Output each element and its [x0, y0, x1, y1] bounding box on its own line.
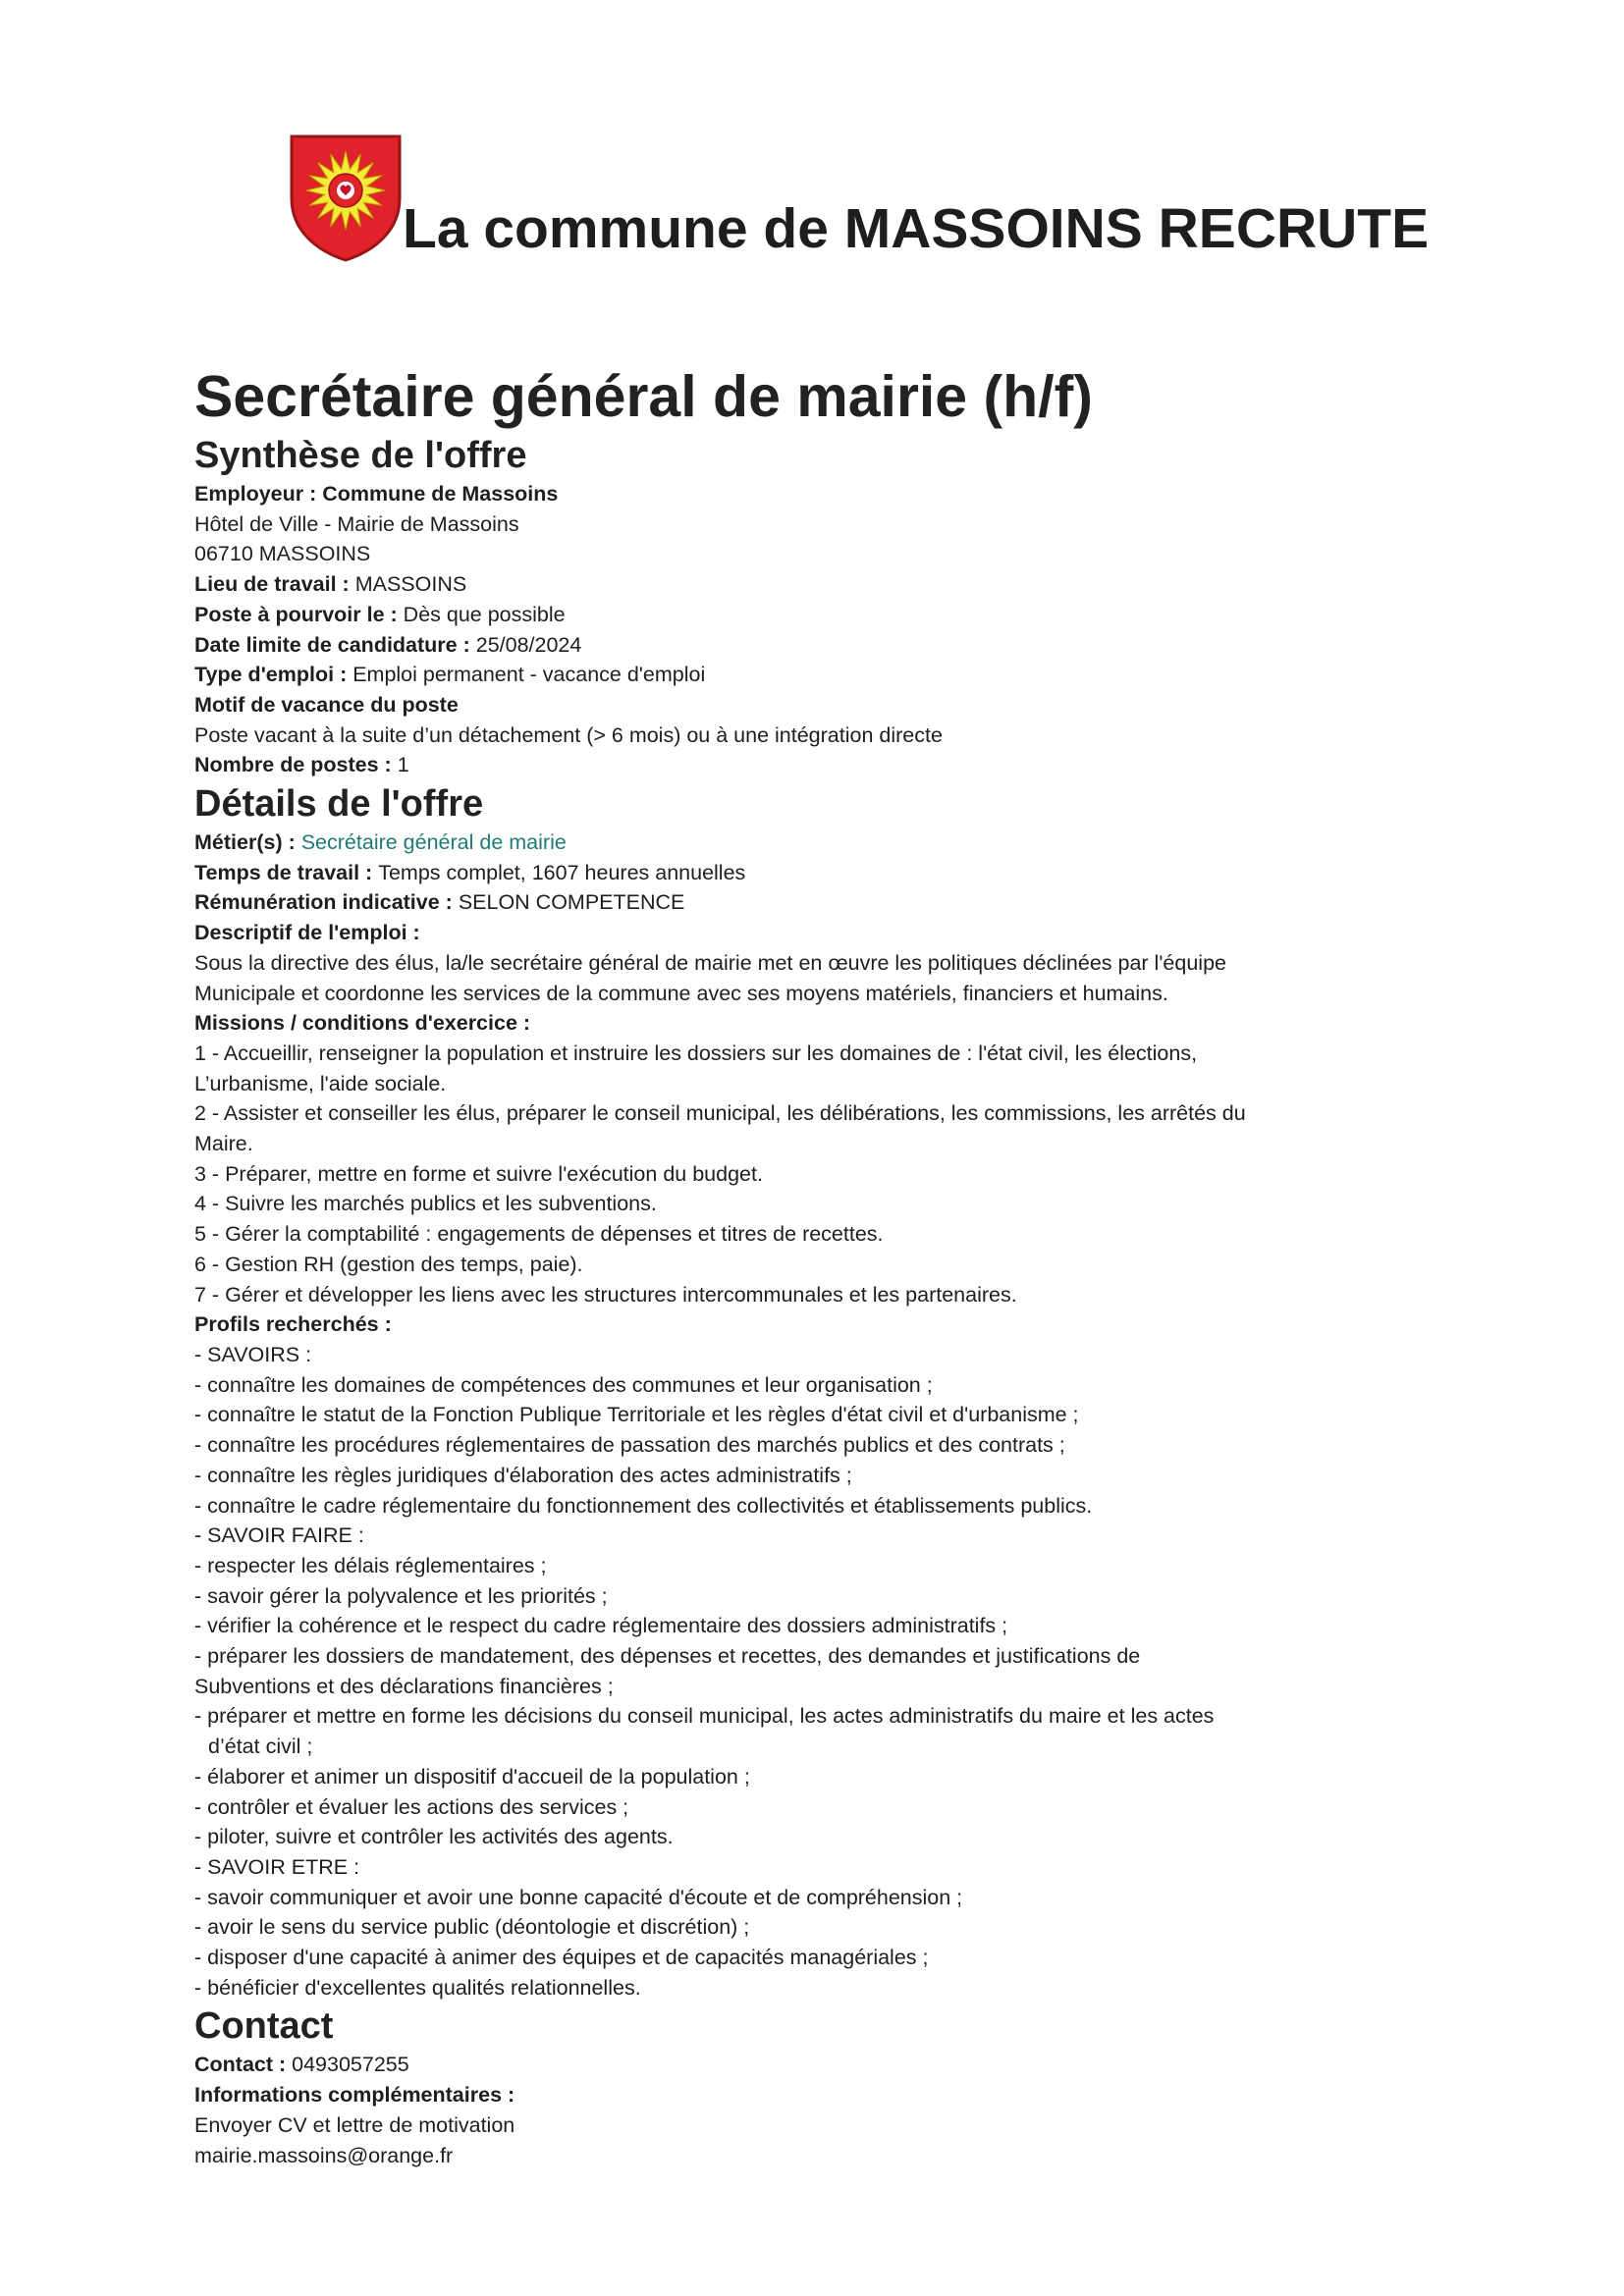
- type-label: Type d'emploi :: [194, 663, 353, 687]
- contact-row: [194, 2050, 1432, 2080]
- profil-line: - connaître les domaines de compétences des communes et leur organisation ;: [194, 1372, 933, 1397]
- metier-link[interactable]: Secrétaire général de mairie: [300, 830, 567, 855]
- mission-line: 1 - Accueillir, renseigner la population et instruire les dossiers sur les domaines de : l'état civil, les élections,: [194, 1041, 1198, 1065]
- remuneration-label: Rémunération indicative :: [194, 890, 459, 915]
- info-label: Informations complémentaires :: [194, 2083, 515, 2108]
- contact-label: Contact :: [194, 2053, 293, 2077]
- profil-line: - connaître le statut de la Fonction Publique Territoriale et les règles d'état civil et d'urbanisme ;: [194, 1403, 1079, 1427]
- details-heading: Détails de l'offre: [194, 783, 484, 826]
- profil-line: - SAVOIR FAIRE :: [194, 1523, 364, 1548]
- profil-line: - avoir le sens du service public (déontologie et discrétion) ;: [194, 1915, 750, 1940]
- missions-label: Missions / conditions d'exercice :: [194, 1011, 531, 1036]
- profil-line: - bénéficier d'excellentes qualités relationnelles.: [194, 1975, 641, 2000]
- descriptif-line: Municipale et coordonne les services de la commune avec ses moyens matériels, financiers et humains.: [194, 981, 1168, 1005]
- profil-line: - élaborer et animer un dispositif d'accueil de la population ;: [194, 1764, 750, 1789]
- profil-line: - connaître le cadre réglementaire du fonctionnement des collectivités et établissements publics.: [194, 1493, 1093, 1518]
- address-line-2: 06710 MASSOINS: [194, 542, 371, 566]
- profil-line: - connaître les règles juridiques d'élaboration des actes administratifs ;: [194, 1463, 852, 1487]
- info-line: Envoyer CV et lettre de motivation: [194, 2112, 515, 2137]
- temps-row: [194, 858, 1432, 888]
- page-title: La commune de MASSOINS RECRUTE: [403, 197, 1430, 260]
- deadline-label: Date limite de candidature :: [194, 632, 476, 657]
- mission-line: 2 - Assister et conseiller les élus, préparer le conseil municipal, les délibérations, les commissions, les arrêtés du: [194, 1101, 1246, 1126]
- mission-line: Maire.: [194, 1132, 253, 1156]
- mission-line: 7 - Gérer et développer les liens avec les structures intercommunales et les partenaires.: [194, 1282, 1017, 1307]
- contact-phone: 0493057255: [292, 2053, 409, 2077]
- profil-line: - SAVOIRS :: [194, 1342, 312, 1366]
- profil-line: - respecter les délais réglementaires ;: [194, 1553, 547, 1577]
- count-label: Nombre de postes :: [194, 753, 398, 777]
- deadline-value: 25/08/2024: [475, 632, 582, 657]
- count-value: 1: [397, 753, 409, 777]
- profil-line: - vérifier la cohérence et le respect du cadre réglementaire des dossiers administratifs ;: [194, 1614, 1008, 1638]
- synthese-heading: Synthèse de l'offre: [194, 435, 527, 476]
- motif-value: Poste vacant à la suite d’un détachement (> 6 mois) ou à une intégration directe: [194, 722, 943, 747]
- employer-line: Employeur : Commune de Massoins: [194, 482, 559, 506]
- mission-line: 5 - Gérer la comptabilité : engagements de dépenses et titres de recettes.: [194, 1222, 884, 1247]
- profil-line: - savoir communiquer et avoir une bonne capacité d'écoute et de compréhension ;: [194, 1885, 963, 1909]
- profil-line: - connaître les procédures réglementaires de passation des marchés publics et des contrats ;: [194, 1433, 1065, 1458]
- remuneration-row: [194, 887, 1432, 918]
- profil-line: - piloter, suivre et contrôler les activités des agents.: [194, 1825, 674, 1849]
- profil-line: - savoir gérer la polyvalence et les priorités ;: [194, 1583, 608, 1608]
- start-label: Poste à pourvoir le :: [194, 602, 404, 626]
- profil-line: Subventions et des déclarations financières ;: [194, 1674, 614, 1698]
- profil-line: - contrôler et évaluer les actions des services ;: [194, 1794, 629, 1819]
- remuneration-value: SELON COMPETENCE: [458, 890, 685, 915]
- address-line-1: Hôtel de Ville - Mairie de Massoins: [194, 511, 519, 536]
- metier-label: Métier(s) :: [194, 830, 301, 855]
- temps-label: Temps de travail :: [194, 860, 379, 884]
- profil-line: - préparer les dossiers de mandatement, des dépenses et recettes, des demandes et justifications de: [194, 1644, 1141, 1669]
- mission-line: 4 - Suivre les marchés publics et les subventions.: [194, 1192, 657, 1216]
- workplace-value: MASSOINS: [354, 572, 467, 597]
- count-row: [194, 750, 1432, 780]
- workplace-label: Lieu de travail :: [194, 572, 355, 597]
- job-offer: [194, 361, 1432, 2170]
- metier-row: [194, 828, 1432, 858]
- profil-line: - SAVOIR ETRE :: [194, 1854, 360, 1879]
- temps-value: Temps complet, 1607 heures annuelles: [378, 860, 746, 884]
- deadline-row: [194, 630, 1432, 661]
- profil-line: - disposer d'une capacité à animer des équipes et de capacités managériales ;: [194, 1946, 929, 1970]
- mission-line: L’urbanisme, l'aide sociale.: [194, 1071, 447, 1095]
- contact-heading: Contact: [194, 2005, 334, 2048]
- coat-of-arms-icon: [289, 133, 403, 263]
- profil-line: d’état civil ;: [208, 1735, 313, 1759]
- job-title: Secrétaire général de mairie (h/f): [194, 364, 1093, 429]
- mission-line: 3 - Préparer, mettre en forme et suivre l'exécution du budget.: [194, 1161, 763, 1186]
- mission-line: 6 - Gestion RH (gestion des temps, paie).: [194, 1252, 583, 1276]
- contact-email: mairie.massoins@orange.fr: [194, 2143, 454, 2167]
- start-row: [194, 600, 1432, 630]
- descriptif-line: Sous la directive des élus, la/le secrétaire général de mairie met en œuvre les politiques déclinées par l'équipe: [194, 950, 1226, 975]
- workplace-row: [194, 569, 1432, 600]
- profil-line: - préparer et mettre en forme les décisions du conseil municipal, les actes administratifs du maire et les actes: [194, 1704, 1215, 1729]
- type-row: [194, 660, 1432, 690]
- type-value: Emploi permanent - vacance d'emploi: [352, 663, 706, 687]
- motif-label: Motif de vacance du poste: [194, 692, 459, 717]
- start-value: Dès que possible: [403, 602, 566, 626]
- profils-label: Profils recherchés :: [194, 1312, 392, 1337]
- descriptif-label: Descriptif de l'emploi :: [194, 921, 420, 945]
